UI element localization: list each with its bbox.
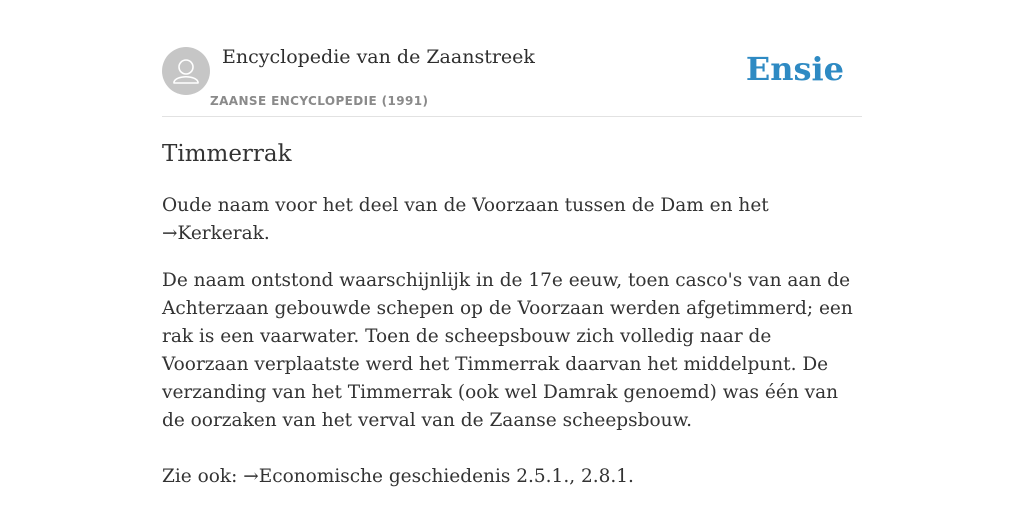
intro-text: Oude naam voor het deel van de Voorzaan tussen de Dam en het [162, 195, 769, 216]
source-title[interactable]: Encyclopedie van de Zaanstreek [222, 46, 535, 68]
avatar[interactable] [162, 47, 210, 95]
article-title: Timmerrak [162, 141, 292, 167]
arrow-icon: → [162, 223, 178, 244]
economische-geschiedenis-link[interactable] [243, 466, 634, 487]
intro-end: . [263, 223, 270, 244]
arrow-icon: → [243, 466, 259, 487]
source-header [162, 44, 862, 117]
see-also [162, 463, 862, 491]
see-also-label: Zie ook: [162, 466, 244, 487]
article [162, 138, 862, 491]
intro-paragraph [162, 192, 862, 248]
source-subtitle: ZAANSE ENCYCLOPEDIE (1991) [210, 94, 429, 108]
kerkerak-link[interactable] [162, 223, 264, 244]
see-also-link-text: Economische geschiedenis 2.5.1., 2.8.1. [258, 466, 634, 487]
body-paragraph: De naam ontstond waarschijnlijk in de 17e eeuw, toen casco's van aan de Achterzaan gebouwde schepen op de Voorzaan werden afgetimmerd; een rak is een vaarwater. Toen de scheepsbouw zich volledig naar de Voorzaan verplaatste werd het Timmerrak daarvan het middelpunt. De verzanding van het Timmerrak (ook wel Damrak genoemd) was één van de oorzaken van het verval van de Zaanse scheepsbouw. [162, 270, 853, 431]
user-icon [162, 47, 210, 95]
ensie-logo[interactable]: Ensie [745, 50, 844, 88]
kerkerak-link-text: Kerkerak [177, 223, 264, 244]
